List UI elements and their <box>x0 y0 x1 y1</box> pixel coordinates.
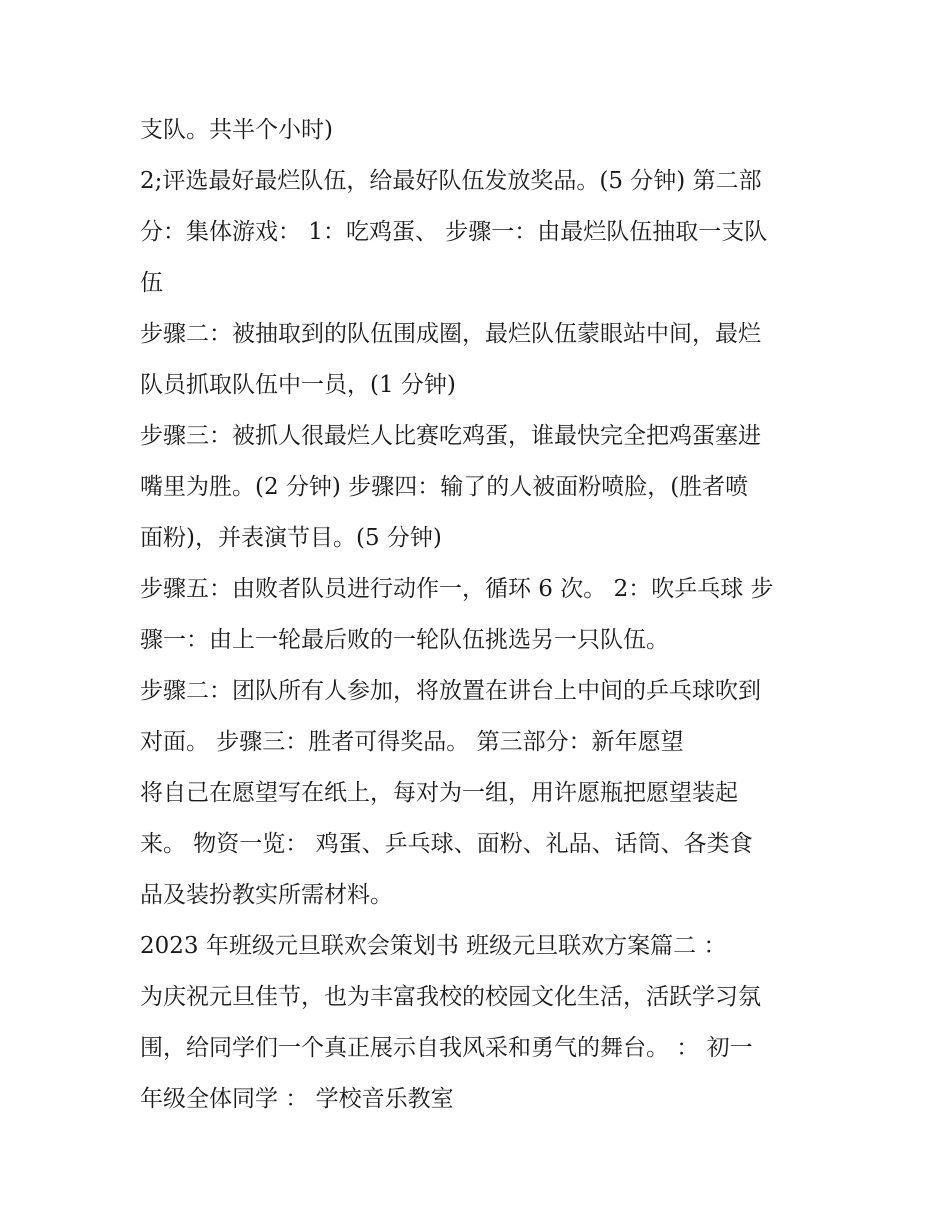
text-line: 为庆祝元旦佳节，也为丰富我校的校园文化生活，活跃学习氛 <box>140 984 761 1010</box>
text-line: 将自己在愿望写在纸上，每对为一组，用许愿瓶把愿望装起 <box>140 780 738 806</box>
text-line: 队员抓取队伍中一员，(1 分钟) <box>140 372 456 398</box>
document-body <box>140 105 840 1125</box>
text-line: 步骤二：被抽取到的队伍围成圈，最烂队伍蒙眼站中间，最烂 <box>140 321 761 347</box>
text-line: 嘴里为胜。(2 分钟) 步骤四：输了的人被面粉喷脸，(胜者喷 <box>140 474 749 500</box>
text-line: 品及装扮教实所需材料。 <box>140 882 393 908</box>
text-line: 伍 <box>140 270 163 296</box>
text-line: 支队。共半个小时) <box>140 117 333 143</box>
text-line: 2023 年班级元旦联欢会策划书 班级元旦联欢方案篇二 ： <box>140 933 727 959</box>
text-line: 骤一：由上一轮最后败的一轮队伍挑选另一只队伍。 <box>140 627 669 653</box>
text-line: 年级全体同学 ： 学校音乐教室 <box>140 1086 454 1112</box>
text-line: 面粉)，并表演节目。(5 分钟) <box>140 525 442 551</box>
text-line: 步骤三：被抓人很最烂人比赛吃鸡蛋，谁最快完全把鸡蛋塞进 <box>140 423 761 449</box>
text-line: 2;评选最好最烂队伍，给最好队伍发放奖品。(5 分钟) 第二部 <box>140 168 762 194</box>
text-line: 围，给同学们一个真正展示自我风采和勇气的舞台。 ： 初一 <box>140 1035 753 1061</box>
text-line: 对面。 步骤三：胜者可得奖品。 第三部分：新年愿望 <box>140 729 684 755</box>
text-line: 步骤五：由败者队员进行动作一，循环 6 次。 2：吹乒乓球 步 <box>140 576 774 602</box>
text-line: 分：集体游戏： 1：吃鸡蛋、 步骤一：由最烂队伍抽取一支队 <box>140 219 768 245</box>
text-line: 步骤二：团队所有人参加，将放置在讲台上中间的乒乓球吹到 <box>140 678 761 704</box>
text-line: 来。 物资一览： 鸡蛋、乒乓球、面粉、礼品、话筒、各类食 <box>140 831 753 857</box>
